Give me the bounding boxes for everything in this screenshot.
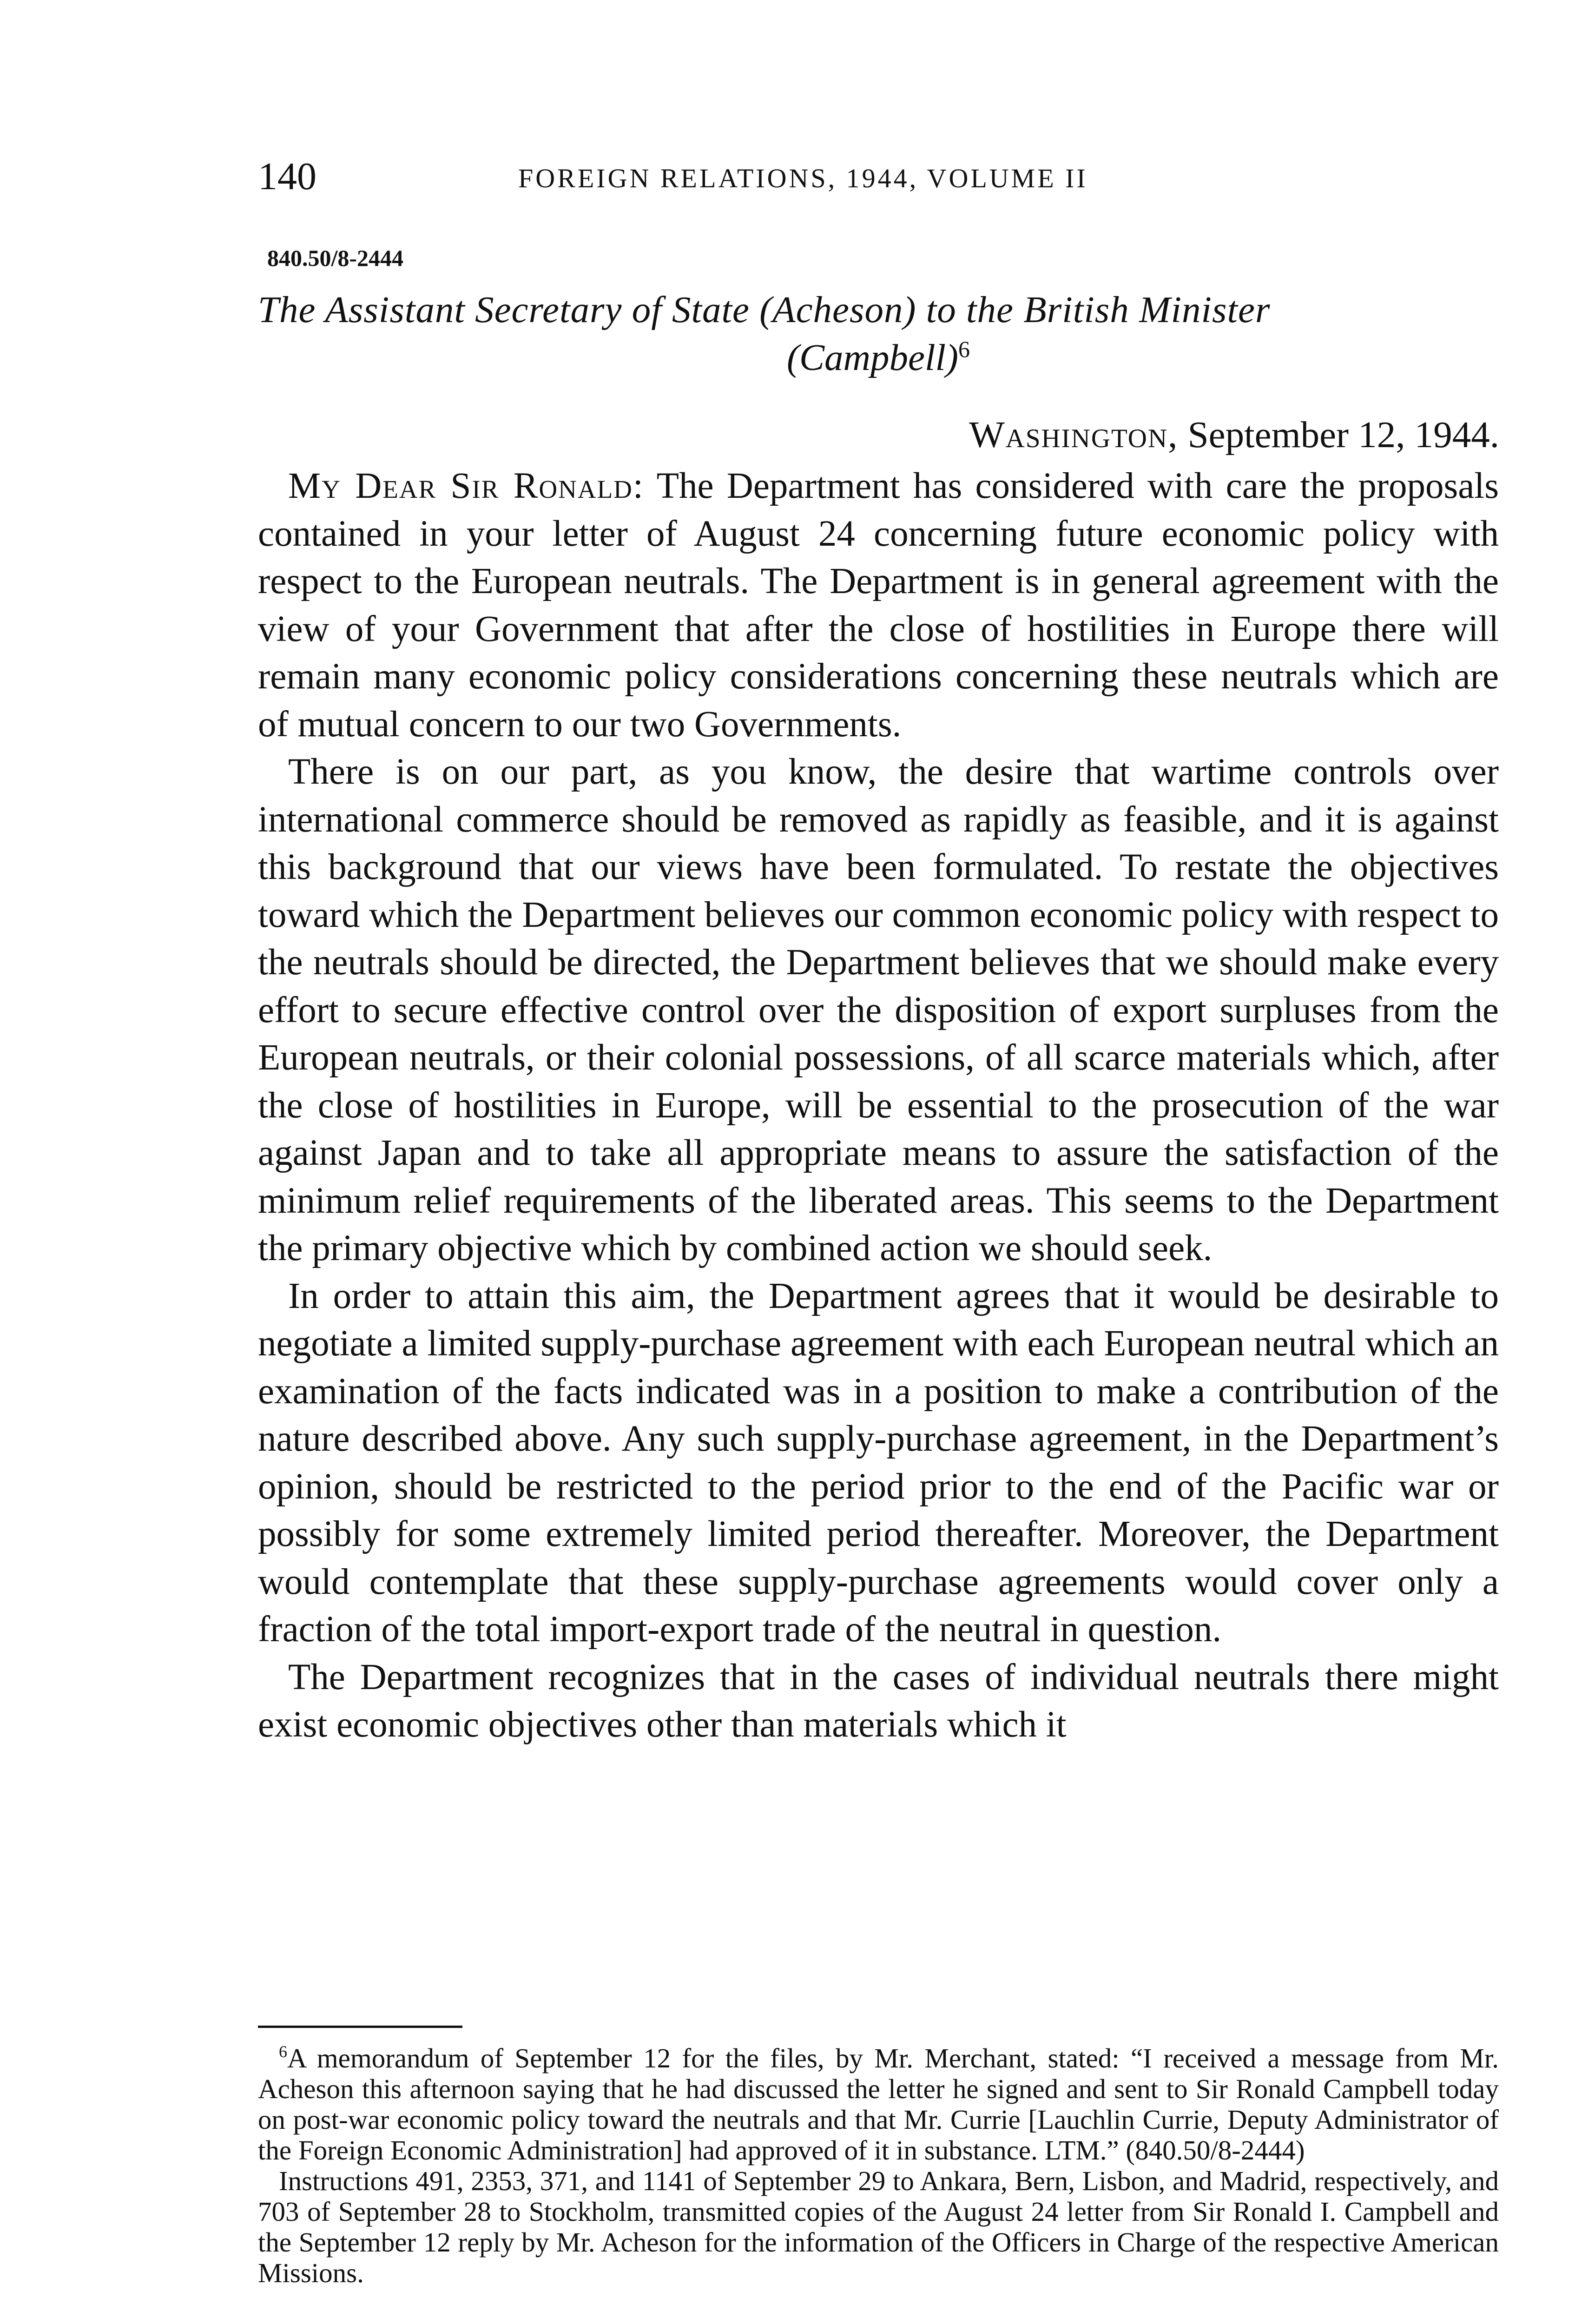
footnote-6-continued-text: Instructions 491, 2353, 371, and 1141 of September 29 to Ankara, Bern, Lisbon, and Madrid, respectively, and 703 of September 28 to Stockholm, transmitted copies of the August 24 letter from Sir Ronald I. Campbell and the September 12 reply by Mr. Acheson for the information of the Officers in Charge of the respective American Missions. (258, 2166, 1499, 2288)
body-paragraph-1-text: The Department has considered with care the proposals contained in your letter of August 24 concerning future economic policy with respect to the European neutrals. The Department is in general agreement with the view of your Government that after the close of hostilities in Europe there will remain many economic policy considerations concerning these neutrals which are of mutual concern to our two Governments. (258, 466, 1499, 745)
footnote-6 (258, 2043, 1499, 2166)
letter-body (258, 462, 1499, 1978)
document-title-line-2 (258, 334, 1499, 382)
body-paragraph-3: In order to attain this aim, the Department agrees that it would be desirable to negotiate a limited supply-purchase agreement with each European neutral which an examination of the facts indicated was in a position to make a contribution of the nature described above. Any such supply-purchase agreement, in the Department’s opinion, should be restricted to the period prior to the end of the Pacific war or possibly for some extremely limited period thereafter. Moreover, the Department would contemplate that these supply-purchase agreements would cover only a fraction of the total import-export trade of the neutral in question. (258, 1275, 1499, 1650)
dateline-place: Washington, (969, 414, 1179, 456)
running-head (258, 153, 1503, 205)
footnote-reference: 6 (958, 336, 970, 362)
footnote-6-continued (258, 2166, 1499, 2288)
dateline (969, 411, 1499, 458)
document-title-line-1: The Assistant Secretary of State (Acheson) to the British Minister (258, 289, 1271, 330)
dateline-date: September 12, 1944. (1178, 414, 1499, 456)
footnote-divider (258, 2026, 462, 2028)
page-number: 140 (258, 155, 316, 198)
body-paragraph-4: The Department recognizes that in the cases of individual neutrals there might exist economic objectives other than materials which it (258, 1657, 1499, 1745)
footnote-6-text: A memorandum of September 12 for the files, by Mr. Merchant, stated: “I received a message from Mr. Acheson this afternoon saying that he had discussed the letter he signed and sent to Sir Ronald Campbell today on post-war economic policy toward the neutrals and that Mr. Currie [Lauchlin Currie, Deputy Administrator of the Foreign Economic Administration] had approved of it in substance. LTM.” (840.50/8-2444) (258, 2043, 1499, 2166)
file-number: 840.50/8-2444 (267, 245, 404, 271)
footnotes (258, 2043, 1499, 2288)
running-title: FOREIGN RELATIONS, 1944, VOLUME II (518, 163, 1088, 193)
document-title (258, 286, 1499, 382)
body-paragraph-1 (258, 462, 1499, 748)
salutation: My Dear Sir Ronald: (288, 466, 644, 506)
footnote-number: 6 (279, 2042, 287, 2061)
document-title-recipient: (Campbell) (787, 337, 958, 378)
body-paragraph-2: There is on our part, as you know, the desire that wartime controls over international commerce should be removed as rapidly as feasible, and it is against this background that our views have been formulated. To restate the objectives toward which the Department believes our common economic policy with respect to the neutrals should be directed, the Department believes that we should make every effort to secure effective control over the disposition of export surpluses from the European neutrals, or their colonial possessions, of all scarce materials which, after the close of hostilities in Europe, will be essential to the prosecution of the war against Japan and to take all appropriate means to assure the satisfaction of the minimum relief requirements of the liberated areas. This seems to the Department the primary objective which by combined action we should seek. (258, 752, 1499, 1268)
